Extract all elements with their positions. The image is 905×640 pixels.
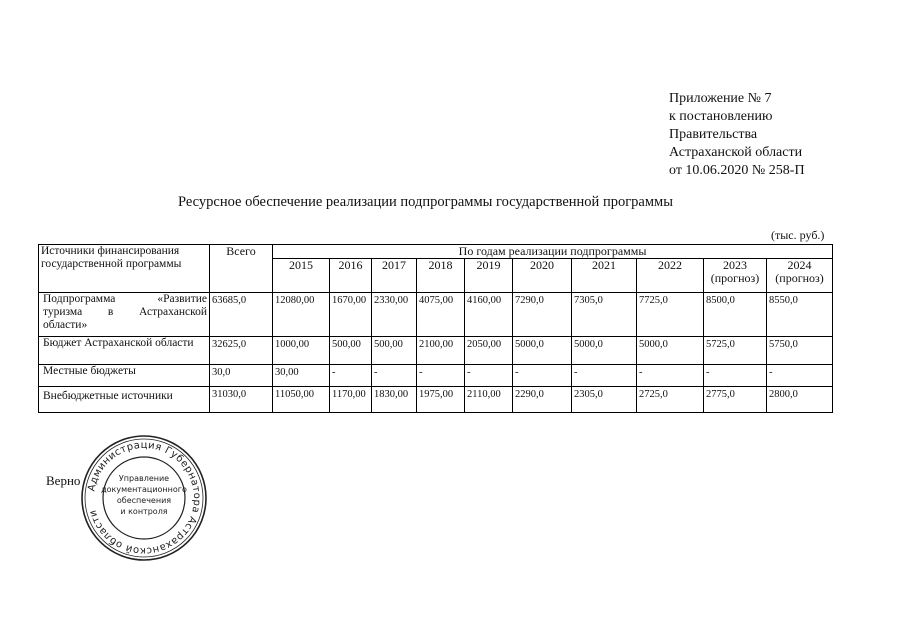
cell-2017: 1830,00 [372, 387, 417, 413]
cell-2024: - [767, 365, 833, 387]
cell-2021: - [572, 365, 637, 387]
row-name: Внебюджетные источники [39, 387, 210, 413]
cell-2018: 4075,00 [417, 293, 465, 337]
stamp-center-line-3: обеспечения [116, 496, 172, 505]
cell-2016: 1170,00 [330, 387, 372, 413]
cell-2023: 8500,0 [704, 293, 767, 337]
cell-2017: - [372, 365, 417, 387]
row-name: Местные бюджеты [39, 365, 210, 387]
year-2023 [704, 259, 767, 293]
year-2023-forecast: (прогноз) [710, 271, 760, 285]
year-2024-label: 2024 [787, 258, 812, 272]
header-row-1 [39, 245, 833, 259]
cell-2015: 11050,00 [273, 387, 330, 413]
cell-2015: 30,00 [273, 365, 330, 387]
cell-2016: 1670,00 [330, 293, 372, 337]
year-2015: 2015 [273, 259, 330, 293]
header-by-years: По годам реализации подпрограммы [273, 245, 833, 259]
stamp-center-line-2: документационного [101, 485, 187, 494]
row-total: 31030,0 [210, 387, 273, 413]
appendix-line-5: от 10.06.2020 № 258-П [669, 163, 805, 178]
row-total: 30,0 [210, 365, 273, 387]
cell-2020: 7290,0 [513, 293, 572, 337]
year-2021: 2021 [572, 259, 637, 293]
official-stamp [78, 432, 210, 564]
year-2016: 2016 [330, 259, 372, 293]
stamp-ring-path: Администрация Губернатора Астраханской области [86, 439, 203, 557]
cell-2022: 5000,0 [637, 337, 704, 365]
appendix-line-3: Правительства [669, 127, 758, 142]
cell-2023: 5725,0 [704, 337, 767, 365]
cell-2018: - [417, 365, 465, 387]
cell-2019: - [465, 365, 513, 387]
appendix-block [669, 90, 805, 180]
year-2024 [767, 259, 833, 293]
cell-2022: 2725,0 [637, 387, 704, 413]
verno-label: Верно [46, 473, 81, 488]
row-name: Бюджет Астраханской области [39, 337, 210, 365]
header-source: Источники финансирования государственной программы [39, 245, 210, 293]
cell-2018: 2100,00 [417, 337, 465, 365]
year-2019: 2019 [465, 259, 513, 293]
cell-2022: 7725,0 [637, 293, 704, 337]
cell-2023: - [704, 365, 767, 387]
table-row [39, 365, 833, 387]
cell-2015: 1000,00 [273, 337, 330, 365]
table-row [39, 387, 833, 413]
row-total: 32625,0 [210, 337, 273, 365]
year-2023-label: 2023 [723, 258, 747, 272]
cell-2021: 2305,0 [572, 387, 637, 413]
cell-2021: 7305,0 [572, 293, 637, 337]
cell-2024: 2800,0 [767, 387, 833, 413]
cell-2022: - [637, 365, 704, 387]
appendix-line-2: к постановлению [669, 109, 773, 124]
row-total: 63685,0 [210, 293, 273, 337]
cell-2020: - [513, 365, 572, 387]
table-row [39, 337, 833, 365]
resource-table [38, 244, 833, 413]
stamp-center-line-1: Управление [118, 474, 170, 483]
cell-2018: 1975,00 [417, 387, 465, 413]
document-title: Ресурсное обеспечение реализации подпрограммы государственной программы [178, 194, 673, 210]
appendix-line-1: Приложение № 7 [669, 91, 772, 106]
header-total: Всего [210, 245, 273, 293]
cell-2024: 5750,0 [767, 337, 833, 365]
cell-2017: 2330,00 [372, 293, 417, 337]
cell-2024: 8550,0 [767, 293, 833, 337]
year-2020: 2020 [513, 259, 572, 293]
row-name: Подпрограмма «Развитие туризма в Астраханской области» [39, 293, 210, 337]
unit-label: (тыс. руб.) [771, 228, 825, 242]
cell-2021: 5000,0 [572, 337, 637, 365]
cell-2019: 4160,00 [465, 293, 513, 337]
table-row [39, 293, 833, 337]
year-2024-forecast: (прогноз) [775, 271, 824, 285]
cell-2019: 2110,00 [465, 387, 513, 413]
cell-2015: 12080,00 [273, 293, 330, 337]
cell-2020: 5000,0 [513, 337, 572, 365]
cell-2020: 2290,0 [513, 387, 572, 413]
year-2018: 2018 [417, 259, 465, 293]
cell-2023: 2775,0 [704, 387, 767, 413]
cell-2019: 2050,00 [465, 337, 513, 365]
cell-2017: 500,00 [372, 337, 417, 365]
stamp-center-line-4: и контроля [120, 507, 168, 516]
cell-2016: - [330, 365, 372, 387]
appendix-line-4: Астраханской области [669, 145, 803, 160]
cell-2016: 500,00 [330, 337, 372, 365]
year-2022: 2022 [637, 259, 704, 293]
year-2017: 2017 [372, 259, 417, 293]
